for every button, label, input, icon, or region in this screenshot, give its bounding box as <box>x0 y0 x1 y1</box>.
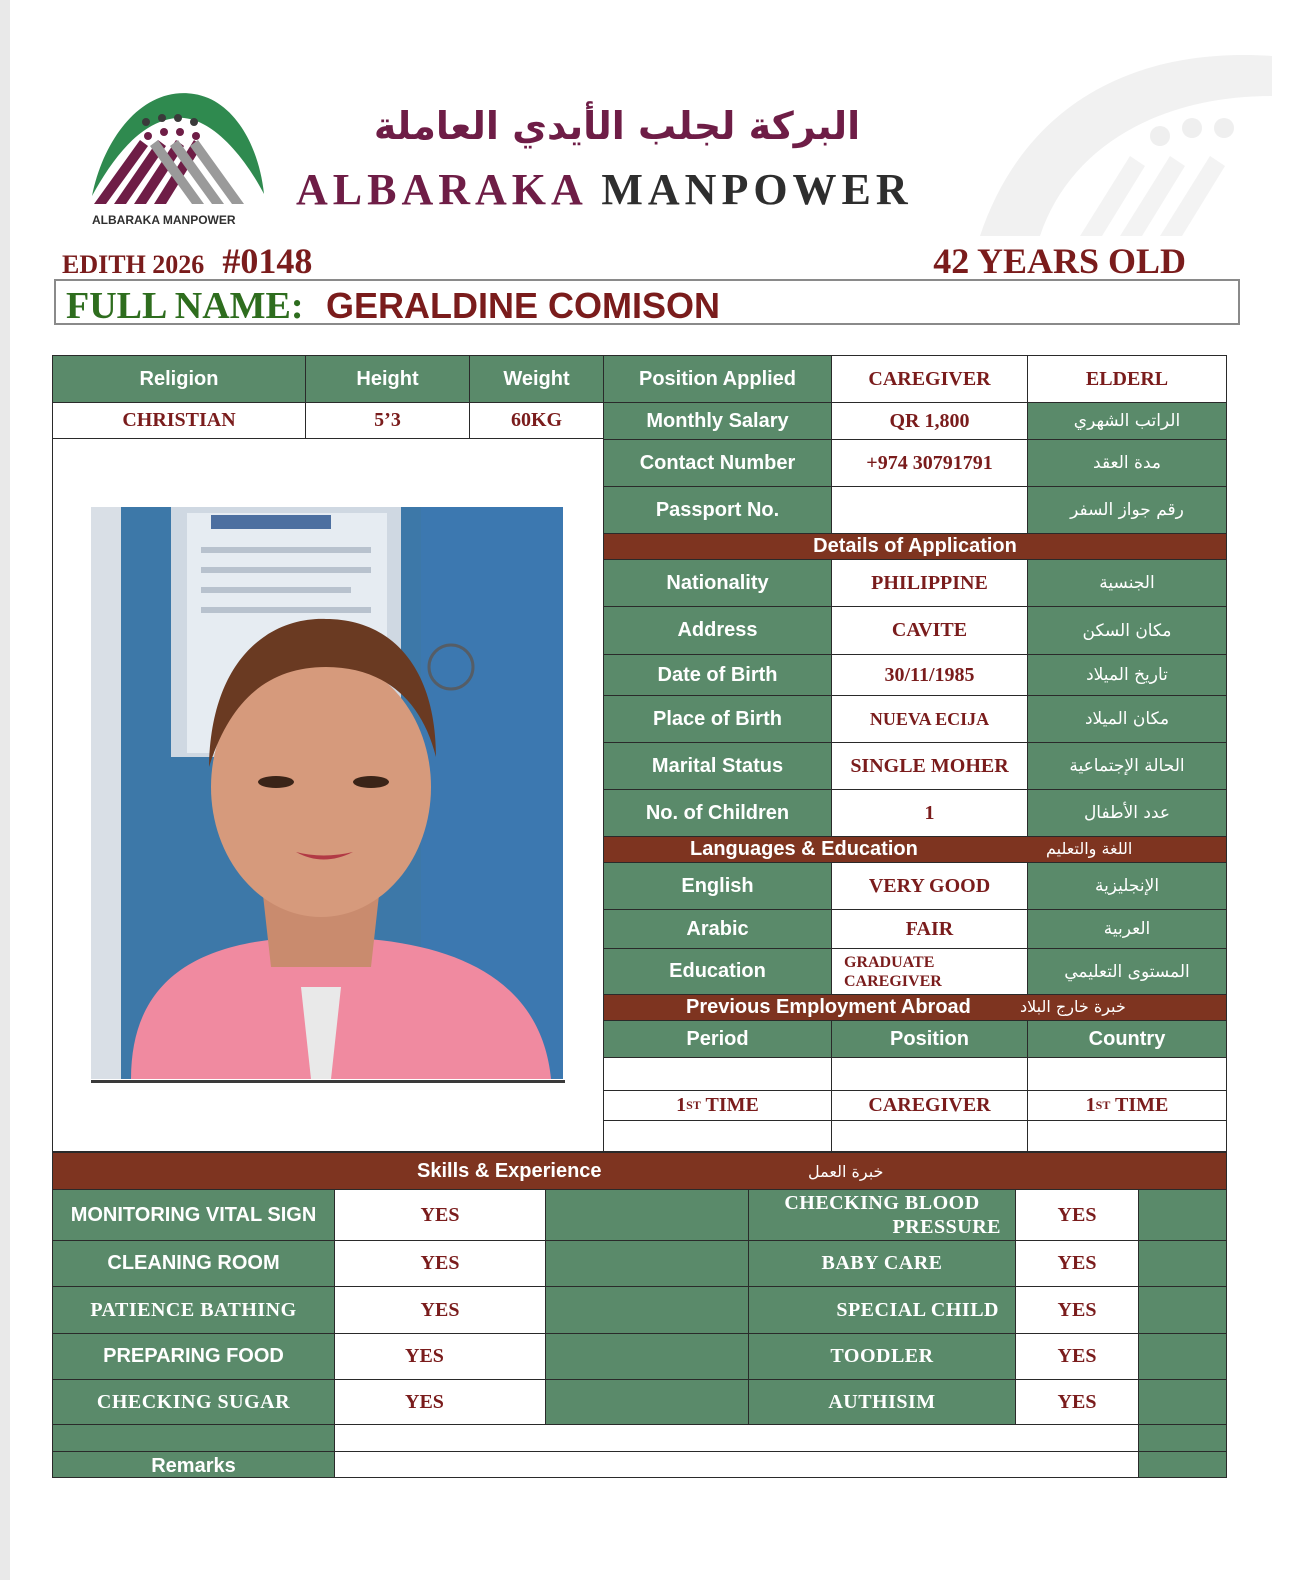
skill-name-right <box>748 1189 1016 1241</box>
place-of-birth-value: NUEVA ECIJA <box>831 695 1028 743</box>
skill-spacer <box>545 1286 749 1334</box>
photo-underline <box>91 1080 565 1083</box>
brand-word-manpower: MANPOWER <box>601 165 913 214</box>
skill-value-right: YES <box>1015 1286 1139 1334</box>
passport-arabic: رقم جواز السفر <box>1027 486 1227 534</box>
position-applied-value-2: ELDERL <box>1027 355 1227 403</box>
brand-word-albaraka: ALBARAKA <box>296 165 586 214</box>
address-label: Address <box>603 606 832 655</box>
monthly-salary-label: Monthly Salary <box>603 402 832 440</box>
skill-value-left: YES <box>334 1286 546 1334</box>
employment-empty-row2-period <box>603 1120 832 1152</box>
skill-spacer <box>1138 1379 1227 1425</box>
marital-status-arabic: الحالة الإجتماعية <box>1027 742 1227 790</box>
passport-value <box>831 486 1028 534</box>
skill-value-right: YES <box>1015 1333 1139 1380</box>
full-name-box <box>54 279 1240 325</box>
skill-spacer <box>545 1333 749 1380</box>
applicant-photo <box>91 507 563 1079</box>
watermark-logo <box>960 36 1272 236</box>
skill-value-left: YES <box>334 1379 546 1425</box>
english-value: VERY GOOD <box>831 862 1028 910</box>
children-label: No. of Children <box>603 789 832 837</box>
details-section-header: Details of Application <box>603 533 1227 560</box>
skill-value-left: YES <box>334 1189 546 1241</box>
employment-row-country <box>1027 1090 1227 1121</box>
children-value: 1 <box>831 789 1028 837</box>
employment-empty-row-country <box>1027 1057 1227 1091</box>
logo-caption: ALBARAKA MANPOWER <box>92 213 236 227</box>
marital-status-value: SINGLE MOHER <box>831 742 1028 790</box>
remarks-label: Remarks <box>52 1451 335 1478</box>
age-label: 42 YEARS OLD <box>933 241 1186 281</box>
skill-spacer <box>1138 1189 1227 1241</box>
skill-name-right: BABY CARE <box>748 1240 1016 1287</box>
skill-name-left: CHECKING SUGAR <box>52 1379 335 1425</box>
monthly-salary-arabic: الراتب الشهري <box>1027 402 1227 440</box>
employment-empty-row-position <box>831 1057 1028 1091</box>
employment-row-country-sup: ST <box>1095 1098 1111 1112</box>
position-header: Position <box>831 1020 1028 1058</box>
position-applied-label: Position Applied <box>603 355 832 403</box>
skill-value-left: YES <box>334 1333 546 1380</box>
skill-name-right-line-1: CHECKING BLOOD <box>784 1192 980 1214</box>
remarks-value <box>334 1451 1139 1478</box>
skill-value-right: YES <box>1015 1379 1139 1425</box>
contact-number-arabic: مدة العقد <box>1027 439 1227 487</box>
date-of-birth-arabic: تاريخ الميلاد <box>1027 654 1227 696</box>
place-of-birth-label: Place of Birth <box>603 695 832 743</box>
nationality-arabic: الجنسية <box>1027 559 1227 607</box>
skill-spacer <box>1138 1240 1227 1287</box>
country-header: Country <box>1027 1020 1227 1058</box>
skills-section-title: Skills & Experience <box>417 1159 602 1182</box>
skill-spacer <box>1138 1333 1227 1380</box>
contact-number-value: +974 30791791 <box>831 439 1028 487</box>
employment-row-country-word: TIME <box>1110 1094 1169 1116</box>
skill-value-right: YES <box>1015 1240 1139 1287</box>
languages-section-title: Languages & Education <box>690 838 918 860</box>
full-name-value: GERALDINE COMISON <box>326 285 721 326</box>
brand-arabic-name: البركة لجلب الأيدي العاملة <box>373 104 861 148</box>
date-of-birth-label: Date of Birth <box>603 654 832 696</box>
skill-value-left: YES <box>334 1240 546 1287</box>
nationality-label: Nationality <box>603 559 832 607</box>
position-applied-value-1: CAREGIVER <box>831 355 1028 403</box>
arabic-value: FAIR <box>831 909 1028 949</box>
reference-line <box>62 240 312 282</box>
page-edge <box>0 0 10 1580</box>
religion-value: CHRISTIAN <box>52 402 306 439</box>
skill-name-left: MONITORING VITAL SIGN <box>52 1189 335 1241</box>
employment-row-period <box>603 1090 832 1121</box>
skill-spacer <box>545 1379 749 1425</box>
education-value-line-2: CAREGIVER <box>844 972 942 990</box>
place-of-birth-arabic: مكان الميلاد <box>1027 695 1227 743</box>
skill-spacer <box>545 1189 749 1241</box>
english-arabic: الإنجليزية <box>1027 862 1227 910</box>
skills-section-header <box>52 1152 1227 1190</box>
brand-english-name <box>296 164 913 215</box>
employment-row-position: CAREGIVER <box>831 1090 1028 1121</box>
skill-empty-label <box>52 1424 335 1452</box>
contact-number-label: Contact Number <box>603 439 832 487</box>
skill-name-right-line-2: PRESSURE <box>892 1216 1001 1238</box>
passport-label: Passport No. <box>603 486 832 534</box>
education-value-line-1: GRADUATE <box>844 953 935 971</box>
employment-empty-row2-position <box>831 1120 1028 1152</box>
employment-empty-row2-country <box>1027 1120 1227 1152</box>
employment-section-title: Previous Employment Abroad <box>686 996 971 1018</box>
height-value: 5’3 <box>305 402 470 439</box>
full-name-label: FULL NAME: <box>66 285 304 327</box>
skill-name-right: AUTHISIM <box>748 1379 1016 1425</box>
education-value <box>831 948 1028 995</box>
skill-spacer <box>1138 1451 1227 1478</box>
religion-header: Religion <box>52 355 306 403</box>
employment-row-period-num: 1 <box>676 1094 687 1116</box>
skill-spacer <box>1138 1424 1227 1452</box>
skill-name-right: SPECIAL CHILD <box>748 1286 1016 1334</box>
skill-name-left: CLEANING ROOM <box>52 1240 335 1287</box>
address-arabic: مكان السكن <box>1027 606 1227 655</box>
skill-name-left: PREPARING FOOD <box>52 1333 335 1380</box>
education-label: Education <box>603 948 832 995</box>
monthly-salary-value: QR 1,800 <box>831 402 1028 440</box>
skill-name-left: PATIENCE BATHING <box>52 1286 335 1334</box>
marital-status-label: Marital Status <box>603 742 832 790</box>
english-label: English <box>603 862 832 910</box>
skills-section-title-arabic: خبرة العمل <box>808 1162 884 1181</box>
employment-section-header <box>603 994 1227 1021</box>
education-arabic: المستوى التعليمي <box>1027 948 1227 995</box>
employment-row-period-sup: ST <box>686 1098 701 1112</box>
languages-section-header <box>603 836 1227 863</box>
skill-name-right: TOODLER <box>748 1333 1016 1380</box>
address-value: CAVITE <box>831 606 1028 655</box>
arabic-label: Arabic <box>603 909 832 949</box>
employment-section-title-arabic: خبرة خارج البلاد <box>1020 997 1126 1016</box>
children-arabic: عدد الأطفال <box>1027 789 1227 837</box>
nationality-value: PHILIPPINE <box>831 559 1028 607</box>
employment-empty-row-period <box>603 1057 832 1091</box>
reference-edition: EDITH 2026 <box>62 250 205 279</box>
skill-spacer <box>545 1240 749 1287</box>
skill-value-right: YES <box>1015 1189 1139 1241</box>
height-header: Height <box>305 355 470 403</box>
skill-spacer <box>1138 1286 1227 1334</box>
reference-number: #0148 <box>222 241 313 281</box>
period-header: Period <box>603 1020 832 1058</box>
weight-header: Weight <box>469 355 604 403</box>
employment-row-country-num: 1 <box>1085 1094 1096 1116</box>
employment-row-period-word: TIME <box>700 1094 759 1116</box>
albaraka-logo <box>84 76 274 236</box>
date-of-birth-value: 30/11/1985 <box>831 654 1028 696</box>
weight-value: 60KG <box>469 402 604 439</box>
skill-empty-value <box>334 1424 1139 1452</box>
arabic-arabic: العربية <box>1027 909 1227 949</box>
languages-section-title-arabic: اللغة والتعليم <box>1046 839 1133 858</box>
